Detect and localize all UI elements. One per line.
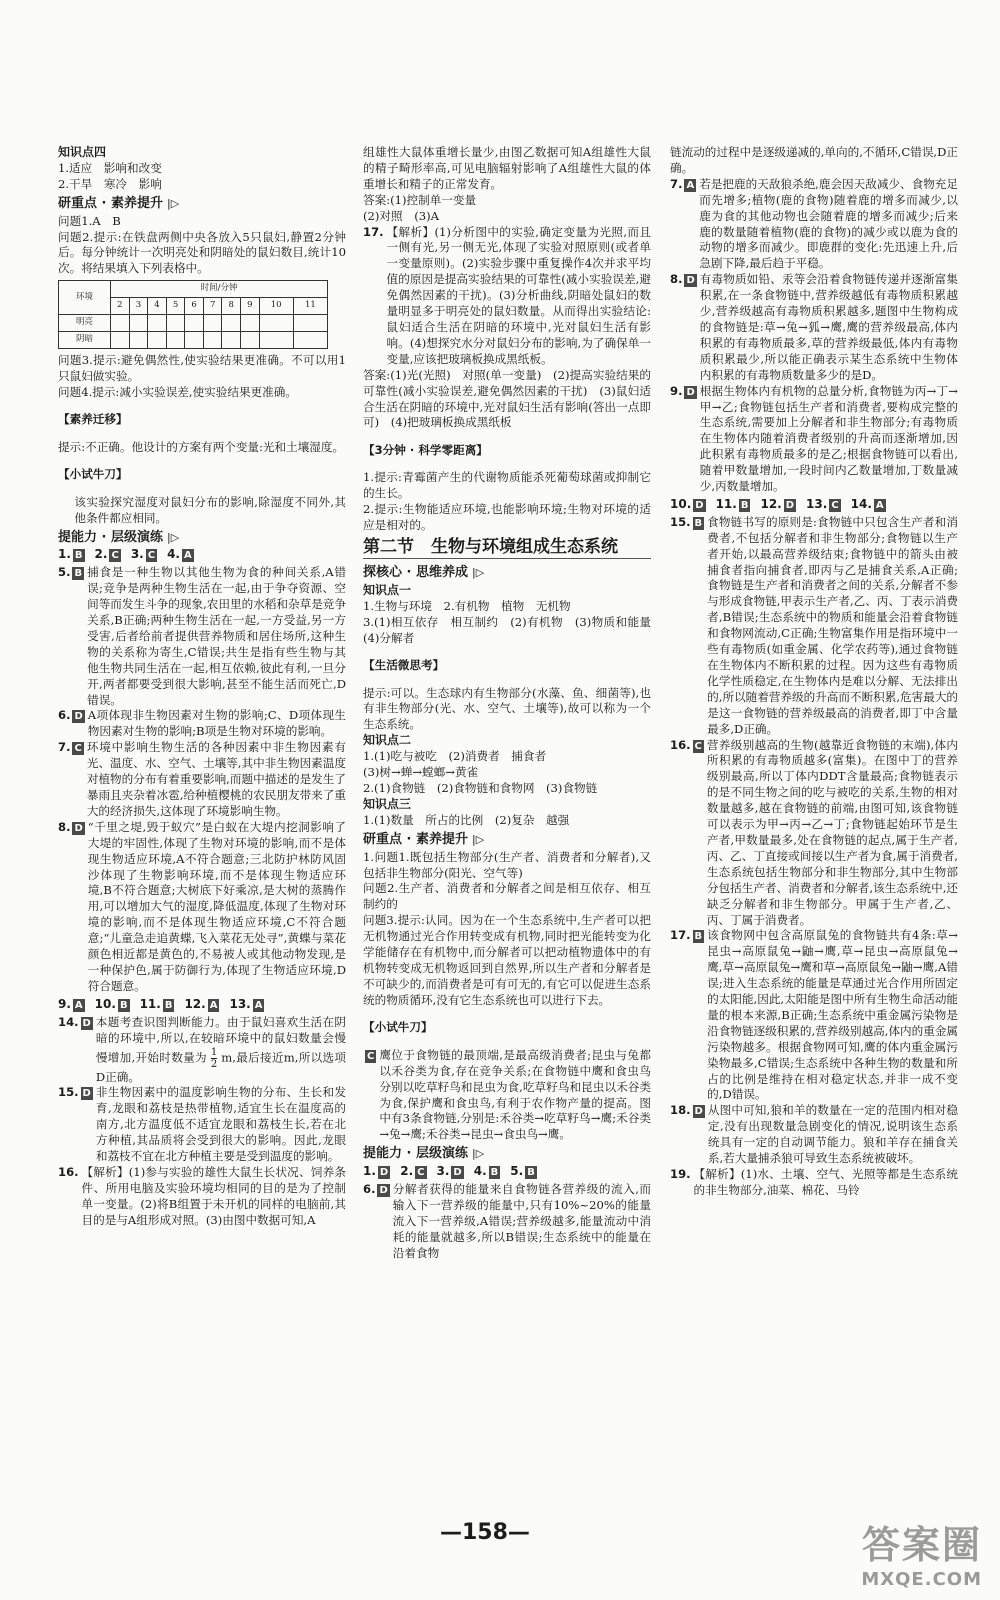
section-heading: 研重点 · 素养提升 |▷ xyxy=(363,831,485,847)
table-cell: 5 xyxy=(166,298,185,315)
table-cell: 10 xyxy=(259,298,293,315)
tag-heading: 【素养迁移】 xyxy=(58,412,128,427)
answer-line: (2)对照 (3)A xyxy=(363,208,439,223)
answer-paragraph: A项体现非生物因素对生物的影响;C、D项体现生物因素对生物的影响;B项是生物对环境的影响。 xyxy=(87,708,346,739)
answer-row xyxy=(363,1164,651,1180)
answer-paragraph: 【解析】(1)分析图中的实验,确定变量为光照,而且一侧有光,另一侧无光,体现了实验对照原则(或者单一变量原则)。(2)实验步骤中重复操作4次并求平均值的原因是提高实验结果的可靠性(减小实验误差,避免偶然因素的干扰)。(3)分析曲线,阴暗处鼠妇的数量明显多于明亮处的鼠妇数量。从而得出实验结论:鼠妇适合生活在阴暗的环境中,光对鼠妇生活有影响。(4)想探究水分对鼠妇分布的影响,为了确保单一变量,应该把玻璃板换成黑纸板。 xyxy=(386,224,651,366)
answer-line: 问题1.A B xyxy=(58,213,121,228)
table-cell: 7 xyxy=(203,298,222,315)
fraction: $\frac{1}{2}$ xyxy=(210,1046,218,1070)
table-cell: 3 xyxy=(129,298,148,315)
record-table xyxy=(58,280,328,349)
answer-paragraph: 有毒物质如铅、汞等会沿着食物链传递并逐渐富集积累,在一条食物链中,营养级越低有毒物质积累越少,营养级越高有毒物质积累越多,题图中生物构成的食物链是:草→兔→狐→鹰,鹰的营养级最高,体内积累的有毒物质最多,草的营养级最低,体内有毒物质积累最少,所以能正确表示某生态系统中生物体内积累的有毒物质数量多少的是D。 xyxy=(699,272,958,382)
answer-paragraph: 鹰位于食物链的最顶端,是最高级消费者;昆虫与兔都以禾谷类为食,存在竞争关系;在食物链中鹰和食虫鸟分别以吃草籽鸟和昆虫为食,吃草籽鸟和昆虫以禾谷类为食,保护鹰和食虫鸟,有利于农作物产量的提高。图中有3条食物链,分别是:禾谷类→吃草籽鸟→鹰;禾谷类→兔→鹰;禾谷类→昆虫→食虫鸟→鹰。 xyxy=(379,1047,651,1142)
arrow-icon: |▷ xyxy=(472,565,485,579)
answer-paragraph: 问题2.生产者、消费者和分解者之间是相互依存、相互制约的 xyxy=(363,881,651,912)
quick-answer: 2. C xyxy=(400,1164,425,1179)
knowledge-point-heading: 知识点三 xyxy=(363,796,412,811)
answer-paragraph: 本题考查识图判断能力。由于鼠妇喜欢生活在阴暗的环境中,所以,在较暗环境中的鼠妇数量会慢慢增加,开始时数量为 $\frac{1}{2}$ m,最后接近m,所以选项D正确。 xyxy=(95,1014,347,1084)
answer-item: 8. D “千里之堤,毁于蚁穴”是白蚁在大堤内挖洞影响了大堤的牢固性,体现了生物对环境的影响,而不是体现生物适应环境,A不符合题意;三北防护林防风固沙体现了生物影响环境,而不是体现生物适应环境,B不符合题意;大树底下好乘凉,是大树的蒸腾作用,可以增加大气的湿度,降低温度,体现了生物对环境的影响,而不是体现生物适应环境,C不符合题意;“儿童急走追黄蝶,飞入菜花无处寻”,黄蝶与菜花颜色相近都是黄色的,不易被人或其他动物发现,是一种保护色,属于防御行为,体现了生物适应环境,D符合题意。 xyxy=(58,819,346,993)
answer-item xyxy=(58,495,346,527)
answer-paragraph: 食物链书写的原则是:食物链中只包含生产者和消费者,不包括分解者和非生物部分;食物链以生产者开始,以最高营养级结束;食物链中的箭头由被捕食者指向捕食者,即丙与乙是捕食关系,A正确;食物链是生产者和消费者之间的关系,分解者不参与形成食物链,甲表示生产者,乙、丙、丁表示消费者,B错误;生态系统中的物质和能量会沿着食物链和食物网流动,C正确;生物富集作用是指环境中一些有毒物质(如重金属、化学农药等),通过食物链在生物体内不断积累的过程。因为这些有毒物质化学性质稳定,在生物体内是难以分解、无法排出的,所以随着营养级的升高而不断积累,危害最大的是这一食物链的营养级最高的消费者,即丁中含量最多,D正确。 xyxy=(707,514,959,736)
answer-paragraph: 答案:(1)光(光照) 对照(单一变量) (2)提高实验结果的可靠性(减小实验误差,避免偶然因素的干扰) (3)鼠妇适合生活在阴暗的环境中,光对鼠妇生活有影响(答出一点即可) (4)把玻璃板换成黑纸板 xyxy=(363,367,651,430)
answer-page xyxy=(58,145,976,1515)
answer-paragraph: 1.提示:青霉菌产生的代谢物质能杀死葡萄球菌或抑制它的生长。 xyxy=(363,470,651,501)
table-header-time: 时间/分钟 xyxy=(111,281,328,298)
answer-item: 7. C 环境中影响生物生活的各种因素中非生物因素有光、温度、水、空气、土壤等,其中非生物因素温度对植物的分布有着重要影响,而题中描述的是发生了暴雨且夹杂着冰雹,给种植樱桃的农民朋友带来了重大的经济损失,这体现了环境影响生物。 xyxy=(58,740,346,818)
quick-answer: 5. B xyxy=(510,1164,535,1179)
answer-row xyxy=(58,547,346,563)
table-cell: 2 xyxy=(111,298,130,315)
answer-paragraph: 2.提示:生物能适应环境,也能影响环境;生物对环境的适应是相对的。 xyxy=(363,502,651,533)
quick-answer: 4. A xyxy=(167,547,192,562)
watermark-logo: 答案圈 xyxy=(861,1523,982,1567)
quick-answer: 1. B xyxy=(58,547,83,562)
answer-paragraph: 1.问题1.既包括生物部分(生产者、消费者和分解者),又包括非生物部分(阳光、空气等) xyxy=(363,849,651,880)
answer-item: 17. 【解析】(1)分析图中的实验,确定变量为光照,而且一侧有光,另一侧无光,体现了实验对照原则(或者单一变量原则)。(2)实验步骤中重复操作4次并求平均值的原因是提高实验结果的可靠性(减小实验误差,避免偶然因素的干扰)。(3)分析曲线,阴暗处鼠妇的数量明显多于明亮处的鼠妇数量。从而得出实验结论:鼠妇适合生活在阴暗的环境中,光对鼠妇生活有影响。(4)想探究水分对鼠妇分布的影响,为了确保单一变量,应该把玻璃板换成黑纸板。 xyxy=(363,224,651,366)
quick-answer: 13. C xyxy=(806,496,839,511)
watermark-url: MXQE.COM xyxy=(861,1569,982,1590)
answer-paragraph: 根据生物体内有机物的总量分析,食物链为丙→丁→甲→乙;食物链包括生产者和消费者,要构成完整的生态系统,需要加上分解者和非生物部分;有毒物质在生物体内随着消费者级别的升高而逐渐增加,因此积累有毒物质最多的是乙;根据食物链可以看出,随着甲数量增加,一段时间内乙数量增加,丁数量减少,丙数量增加。 xyxy=(699,383,958,494)
answer-item: C 鹰位于食物链的最顶端,是最高级消费者;昆虫与兔都以禾谷类为食,存在竞争关系;在食物链中鹰和食虫鸟分别以吃草籽鸟和昆虫为食,吃草籽鸟和昆虫以禾谷类为食,保护鹰和食虫鸟,有利于农作物产量的提高。图中有3条食物链,分别是:禾谷类→吃草籽鸟→鹰;禾谷类→兔→鹰;禾谷类→昆虫→食虫鸟→鹰。 xyxy=(367,1047,651,1142)
answer-line: 2.(1)食物链 (2)食物链和食物网 (3)食物链 xyxy=(363,781,598,795)
answer-line: 答案:(1)控制单一变量 xyxy=(363,192,477,207)
answer-paragraph: 提示:不正确。他设计的方案有两个变量:光和土壤湿度。 xyxy=(58,439,345,454)
quick-answer: 2. C xyxy=(94,547,119,562)
answer-paragraph: 链流动的过程中是逐级递减的,单向的,不循环,C错误,D正确。 xyxy=(670,145,958,175)
answer-line: 2.干旱 寒冷 影响 xyxy=(58,176,162,191)
answer-item: 16. C 营养级别越高的生物(越靠近食物链的末端),体内所积累的有毒物质越多(富集)。在图中丁的营养级别最高,所以丁体内DDT含量最高;食物链表示的是不同生物之间的吃与被吃的关系,生物的相对数量越多,越在食物链的前端,由图可知,该食物链可以表示为甲→丙→乙→丁;食物链起始环节是生产者,甲数量最多,处在食物链的起点,属于生产者,丙、乙、丁直接或间接以生产者为食,属于消费者,生态系统包括生物部分和非生物部分,其中生物部分包括生产者、消费者和分解者,该生态系统中,还缺乏分解者和非生物部分。甲属于生产者,乙、丙、丁属于消费者。 xyxy=(670,737,958,927)
section-heading: 探核心 · 思维养成 |▷ xyxy=(363,564,485,580)
answer-line: 1.适应 影响和改变 xyxy=(58,160,162,175)
quick-answer: 12. D xyxy=(760,496,795,511)
answer-item: 16. 【解析】(1)参与实验的雄性大鼠生长状况、饲养条件、所用电脑及实验环境均相同的目的是为了控制单一变量。(2)将B组置于未开机的同样的电脑前,其目的是与A组形成对照。(3)由图中数据可知,A xyxy=(58,1164,346,1227)
answer-item: 17. B 该食物网中包含高原鼠兔的食物链共有4条:草→昆虫→高原鼠兔→鼬→鹰,草→昆虫→高原鼠兔→鹰,草→高原鼠兔→鹰和草→高原鼠兔→鼬→鹰,A错误;进入生态系统的能量是草通过光合作用所固定的太阳能,因此,太阳能是图中所有生物生命活动能量的根本来源,B正确;生态系统中重金属污染物是沿食物链逐级积累的,营养级别越高,体内的重金属污染物越多。根据食物网可知,鹰的体内重金属污染物最多,C错误;生态系统中各种生物的数量和所占的比例是维持在相对稳定状态,并非一成不变的,D错误。 xyxy=(670,928,959,1102)
answer-paragraph: 分解者获得的能量来自食物链各营养级的流入,而输入下一营养级的能量中,只有10%~20%的能量流入下一营养级,A错误;营养级越多,能量流动中消耗的能量就越多,所以B错误;生态系统中的能量在沿着食物 xyxy=(392,1182,651,1260)
answer-paragraph: 若是把鹿的天敌狼杀绝,鹿会因天敌减少、食物充足而先增多;植物(鹿的食物)随着鹿的增多而减少,以鹿为食的其他动物也会随着鹿的增多而减少;后来鹿的数量随着植物(鹿的食物)的减少或以鹿为食的动物的增多而减少。即鹿群的变化:先迅速上升,后急剧下降,最后趋于平稳。 xyxy=(699,176,958,271)
answer-paragraph: 非生物因素中的温度影响生物的分布、生长和发育,龙眼和荔枝是热带植物,适宜生长在温度高的南方,北方温度低不适宜龙眼和荔枝生长,若在北方种植,其品质将会受到很大的影响。因此,龙眼和荔枝不宜在北方种植主要是受到温度的影响。 xyxy=(95,1085,346,1164)
answer-item: 19. 【解析】(1)水、土壤、空气、光照等都是生态系统的非生物部分,油菜、棉花、马铃 xyxy=(670,1167,958,1197)
answer-paragraph: 营养级别越高的生物(越靠近食物链的末端),体内所积累的有毒物质越多(富集)。在图中丁的营养级别最高,所以丁体内DDT含量最高;食物链表示的是不同生物之间的吃与被吃的关系,生物的相对数量越多,越在食物链的前端,由图可知,该食物链可以表示为甲→丙→乙→丁;食物链起始环节是生产者,甲数量最多,处在食物链的起点,属于生产者,丙、乙、丁直接或间接以生产者为食,属于消费者,生态系统包括生物部分和非生物部分,其中生物部分包括生产者、消费者和分解者,该生态系统中,还缺乏分解者和非生物部分。甲属于生产者,乙、丙、丁属于消费者。 xyxy=(706,737,958,927)
table-cell: 11 xyxy=(293,298,327,315)
chapter-title: 第二节 生物与环境组成生态系统 xyxy=(363,540,651,559)
answer-item: 9. D 根据生物体内有机物的总量分析,食物链为丙→丁→甲→乙;食物链包括生产者和消费者,要构成完整的生态系统,需要加上分解者和非生物部分;有毒物质在生物体内随着消费者级别的升高而逐渐增加,因此积累有毒物质最多的是乙;根据食物链可以看出,随着甲数量增加,一段时间内乙数量增加,丁数量减少,丙数量增加。 xyxy=(670,383,958,494)
watermark xyxy=(861,1514,982,1590)
quick-answer: 4. B xyxy=(473,1164,499,1179)
tag-heading: 【3分钟 · 科学零距离】 xyxy=(363,442,488,457)
quick-answer: 10. D xyxy=(670,496,704,511)
page-number: —158— xyxy=(440,1520,530,1545)
answer-line: 1.(1)数量 所占的比例 (2)复杂 越强 xyxy=(363,812,570,827)
answer-item: 18. D 从图中可知,狼和羊的数量在一定的范围内相对稳定,没有出现数量急剧变化的情况,说明该生态系统具有一定的自动调节能力。狼和羊存在捕食关系,若大量捕杀狼可导致生态系统被破坏。 xyxy=(670,1103,958,1166)
answer-paragraph: 问题3.提示:避免偶然性,使实验结果更准确。不可以用1只鼠妇做实验。 xyxy=(58,352,346,383)
section-heading: 研重点 · 素养提升 |▷ xyxy=(58,195,180,211)
quick-answer: 12. A xyxy=(184,996,218,1011)
answer-item: 14. D 本题考查识图判断能力。由于鼠妇喜欢生活在阴暗的环境中,所以,在较暗环境中的鼠妇数量会慢慢增加,开始时数量为 $\frac{1}{2}$ m,最后接近m,所以选项D正确。 xyxy=(58,1014,347,1084)
answer-row xyxy=(670,497,958,513)
knowledge-point-4-heading: 知识点四 xyxy=(58,145,107,159)
table-cell: 6 xyxy=(185,298,204,315)
quick-answer: 1. D xyxy=(363,1164,389,1179)
arrow-icon: |▷ xyxy=(167,196,180,210)
answer-paragraph: 问题3.提示:认同。因为在一个生态系统中,生产者可以把无机物通过光合作用转变成有机物,同时把光能转变为化学能储存在有机物中,而分解者可以把动植物遗体中的有机物转变成无机物返回到自然界,所以生产者和分解者是不可缺少的,而消费者是可有可无的,有它可以促进生态系统的物质循环,没有它生态系统也可以进行下去。 xyxy=(363,913,651,1007)
tag-heading: 【小试牛刀】 xyxy=(58,467,128,482)
answer-row xyxy=(58,997,346,1013)
quick-answer: 14. A xyxy=(850,496,884,511)
quick-answer: 3. D xyxy=(436,1164,462,1179)
column-3 xyxy=(670,145,958,1199)
quick-answer: 10. B xyxy=(94,996,128,1011)
quick-answer: 13. A xyxy=(229,996,263,1011)
tag-heading: 【生活微思考】 xyxy=(363,658,445,673)
table-header-env: 环境 xyxy=(59,281,111,315)
table-cell: 9 xyxy=(241,298,260,315)
answer-paragraph: “千里之堤,毁于蚁穴”是白蚁在大堤内挖洞影响了大堤的牢固性,体现了生物对环境的影响,而不是体现生物适应环境,A不符合题意;三北防护林防风固沙体现了生物影响环境,而不是体现生物适应环境,B不符合题意;大树底下好乘凉,是大树的蒸腾作用,可以增加大气的湿度,降低温度,体现了生物对环境的影响,而不是体现生物适应环境,C不符合题意;“儿童急走追黄蝶,飞入菜花无处寻”,黄蝶与菜花颜色相近都是黄色的,不易被人或其他动物发现,是一种保护色,属于防御行为,体现了生物适应环境,D符合题意。 xyxy=(87,819,346,993)
answer-paragraph: 组雄性大鼠体重增长量少,由图乙数据可知A组雄性大鼠的精子畸形率高,可见电脑辐射影响了A组雄性大鼠的体重增长和精子的正常发育。 xyxy=(363,145,651,191)
answer-paragraph: 从图中可知,狼和羊的数量在一定的范围内相对稳定,没有出现数量急剧变化的情况,说明该生态系统具有一定的自动调节能力。狼和羊存在捕食关系,若大量捕杀狼可导致生态系统被破坏。 xyxy=(707,1103,958,1166)
quick-answer: 11. B xyxy=(139,996,173,1011)
quick-answer: 9. A xyxy=(58,996,83,1011)
arrow-icon: |▷ xyxy=(167,530,180,544)
section-heading: 提能力 · 层级演练 |▷ xyxy=(363,1146,485,1162)
answer-item: 6. D A项体现非生物因素对生物的影响;C、D项体现生物因素对生物的影响;B项是生物对环境的影响。 xyxy=(58,708,346,739)
section-heading: 提能力 · 层级演练 |▷ xyxy=(58,529,180,545)
answer-item: 15. B 食物链书写的原则是:食物链中只包含生产者和消费者,不包括分解者和非生物部分;食物链以生产者开始,以最高营养级结束;食物链中的箭头由被捕食者指向捕食者,即丙与乙是捕食关系,A正确;食物链是生产者和消费者之间的关系,分解者不参与形成食物链,甲表示生产者,乙、丙、丁表示消费者,B错误;生态系统中的物质和能量会沿着食物链和食物网流动,C正确;生物富集作用是指环境中一些有毒物质(如重金属、化学农药等),通过食物链在生物体内不断积累的过程。因为这些有毒物质化学性质稳定,在生物体内是难以分解、无法排出的,所以随着营养级的升高而不断积累,危害最大的是这一食物链的营养级最高的消费者,即丁中含量最多,D正确。 xyxy=(670,514,959,736)
answer-paragraph: 问题4.提示:减小实验误差,使实验结果更准确。 xyxy=(58,384,297,399)
answer-item: 6. D 分解者获得的能量来自食物链各营养级的流入,而输入下一营养级的能量中,只有10%~20%的能量流入下一营养级,A错误;营养级越多,能量流动中消耗的能量就越多,所以B错误;生态系统中的能量在沿着食物 xyxy=(363,1182,651,1260)
answer-line: (3)树→蝉→螳螂→黄雀 xyxy=(363,765,479,780)
answer-paragraph: 环境中影响生物生活的各种因素中非生物因素有光、温度、水、空气、土壤等,其中非生物因素温度对植物的分布有着重要影响,而题中描述的是发生了暴雨且夹杂着冰雹,给种植樱桃的农民朋友带来了重大的经济损失,这体现了环境影响生物。 xyxy=(86,740,346,818)
answer-line: 3.(1)相互依存 相互制约 (2)有机物 (3)物质和能量 (4)分解者 xyxy=(363,614,663,645)
answer-line: 1.(1)吃与被吃 (2)消费者 捕食者 xyxy=(363,749,547,764)
tag-heading: 【小试牛刀】 xyxy=(363,1020,433,1035)
knowledge-point-heading: 知识点一 xyxy=(363,582,412,597)
knowledge-point-heading: 知识点二 xyxy=(363,733,412,748)
arrow-icon: |▷ xyxy=(472,832,485,846)
column-2 xyxy=(363,145,663,1262)
answer-item: 7. A 若是把鹿的天敌狼杀绝,鹿会因天敌减少、食物充足而先增多;植物(鹿的食物)随着鹿的增多而减少,以鹿为食的其他动物也会随着鹿的增多而减少;后来鹿的数量随着植物(鹿的食物)的减少或以鹿为食的动物的增多而减少。即鹿群的变化:先迅速上升,后急剧下降,最后趋于平稳。 xyxy=(670,176,958,271)
table-cell: 4 xyxy=(148,298,167,315)
quick-answer: 3. C xyxy=(130,547,156,562)
table-cell: 8 xyxy=(222,298,241,315)
answer-item: 5. B 捕食是一种生物以其他生物为食的种间关系,A错误;竞争是两种生物生活在一起,由于争夺资源、空间等而发生斗争的现象,农田里的水稻和杂草是竞争关系,B正确;两种生物生活在一起,一方受益,另一方受害,后者给前者提供营养物质和居住场所,这种生物的关系称为寄生,C错误;共生是指有些生物与其他生物共同生活在一起,相互依赖,彼此有利,一旦分开,两者都要受到很大影响,甚至不能生活而死亡,D错误。 xyxy=(58,565,346,707)
answer-line: 1.生物与环境 2.有机物 植物 无机物 xyxy=(363,598,571,613)
answer-paragraph: 问题2.提示:在铁盘两侧中央各放入5只鼠妇,静置2分钟后。每分钟统计一次明亮处和阴暗处的鼠妇数目,统计10次。将结果填入下列表格中。 xyxy=(58,229,346,276)
answer-paragraph: 捕食是一种生物以其他生物为食的种间关系,A错误;竞争是两种生物生活在一起,由于争夺资源、空间等而发生斗争的现象,农田里的水稻和杂草是竞争关系,B正确;两种生物生活在一起,一方受益,另一方受害,后者给前者提供营养物质和居住场所,这种生物的关系称为寄生,C错误;共生是指有些生物与其他生物共同生活在一起,相互依赖,彼此有利,一旦分开,两者都要受到很大影响,甚至不能生活而死亡,D错误。 xyxy=(87,565,346,707)
answer-paragraph: 【解析】(1)水、土壤、空气、光照等都是生态系统的非生物部分,油菜、棉花、马铃 xyxy=(693,1167,958,1197)
answer-paragraph: 提示:可以。生态球内有生物部分(水藻、鱼、细菌等),也有非生物部分(光、水、空气、土壤等),故可以称为一个生态系统。 xyxy=(363,685,651,732)
answer-paragraph: 【解析】(1)参与实验的雄性大鼠生长状况、饲养条件、所用电脑及实验环境均相同的目的是为了控制单一变量。(2)将B组置于未开机的同样的电脑前,其目的是与A组形成对照。(3)由图中数据可知,A xyxy=(81,1164,346,1227)
quick-answer: 11. B xyxy=(715,496,749,511)
answer-item: 15. D 非生物因素中的温度影响生物的分布、生长和发育,龙眼和荔枝是热带植物,适宜生长在温度高的南方,北方温度低不适宜龙眼和荔枝生长,若在北方种植,其品质将会受到很大的影响。因此,龙眼和荔枝不宜在北方种植主要是受到温度的影响。 xyxy=(58,1085,346,1164)
answer-paragraph: 该实验探究湿度对鼠妇分布的影响,除湿度不同外,其他条件都应相同。 xyxy=(74,494,346,525)
arrow-icon: |▷ xyxy=(472,1147,485,1161)
table-row-label: 阴暗 xyxy=(59,331,111,348)
table-row-label: 明亮 xyxy=(59,315,111,332)
answer-item: 8. D 有毒物质如铅、汞等会沿着食物链传递并逐渐富集积累,在一条食物链中,营养级越低有毒物质积累越少,营养级越高有毒物质积累越多,题图中生物构成的食物链是:草→兔→狐→鹰,鹰的营养级最高,体内积累的有毒物质最多,草的营养级最低,体内有毒物质积累最少,所以能正确表示某生态系统中生物体内积累的有毒物质数量多少的是D。 xyxy=(670,272,958,382)
answer-paragraph: 该食物网中包含高原鼠兔的食物链共有4条:草→昆虫→高原鼠兔→鼬→鹰,草→昆虫→高原鼠兔→鹰,草→高原鼠兔→鹰和草→高原鼠兔→鼬→鹰,A错误;进入生态系统的能量是草通过光合作用所固定的太阳能,因此,太阳能是图中所有生物生命活动能量的根本来源,B正确;生态系统中重金属污染物是沿食物链逐级积累的,营养级别越高,体内的重金属污染物越多。根据食物网可知,鹰的体内重金属污染物最多,C错误;生态系统中各种生物的数量和所占的比例是维持在相对稳定状态,并非一成不变的,D错误。 xyxy=(707,928,959,1102)
column-1 xyxy=(58,145,346,1229)
